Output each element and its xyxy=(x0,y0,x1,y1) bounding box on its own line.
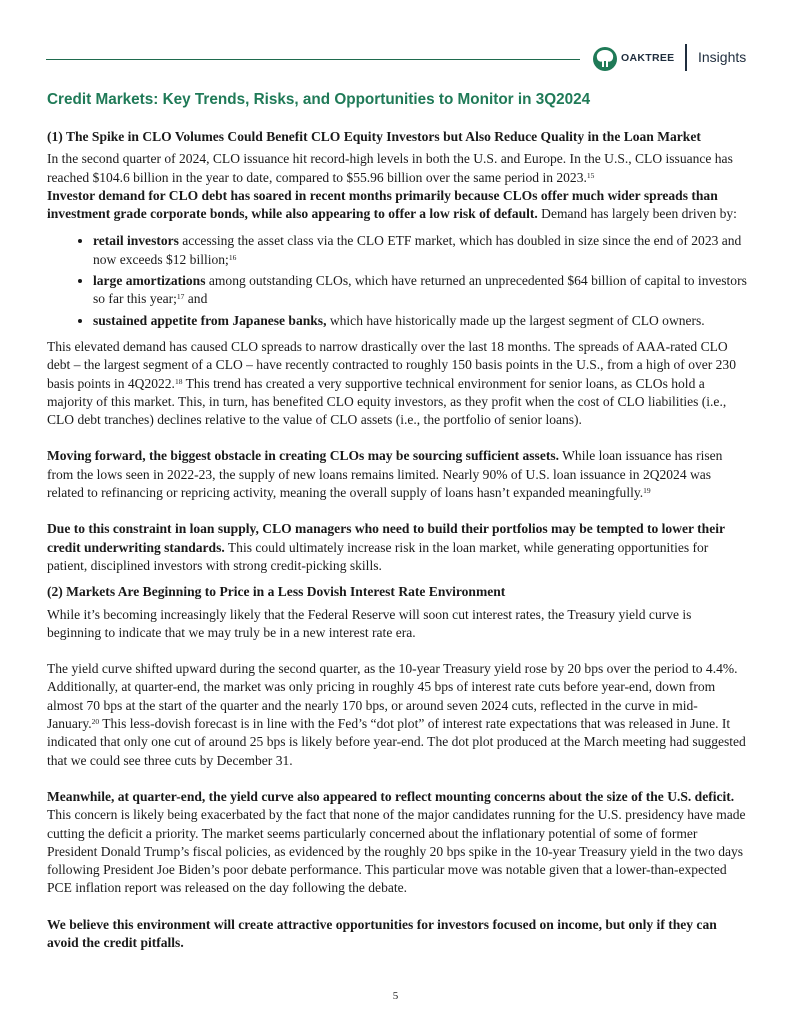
article-body xyxy=(47,128,747,952)
footnote-ref: 17 xyxy=(176,292,185,302)
footnote-ref: 15 xyxy=(586,170,595,180)
list-item: • retail investors accessing the asset class via the CLO ETF market, which has doubled in size since the end of 2023 and now exceeds $12 billion;$^{16}$ xyxy=(93,232,747,269)
header-divider xyxy=(685,44,687,71)
page-number: 5 xyxy=(392,990,399,1002)
list-item: • sustained appetite from Japanese banks, which have historically made up the largest segment of CLO owners. xyxy=(93,312,747,330)
header-rule xyxy=(46,59,580,60)
brand-name: OAKTREE xyxy=(621,52,675,64)
section-2-paragraph-1: While it’s becoming increasingly likely that the Federal Reserve will soon cut interest rates, the Treasury yield curve is beginning to indicate that we may truly be in a new interest rate era. xyxy=(47,606,692,640)
section-1-paragraph-3: Moving forward, the biggest obstacle in creating CLOs may be sourcing sufficient assets. While loan issuance has risen from the lows seen in 2022-23, the supply of new loans remains limited. Nearly 90% of U.S. loan issuance in 2Q2024 was related to refinancing or repricing activity, meaning the overall supply of loans hasn’t expanded meaningfully.$^{19}$ xyxy=(47,448,723,501)
oaktree-logo-icon xyxy=(591,46,619,72)
footnote-ref: 18 xyxy=(174,376,183,386)
section-1-paragraph-2: This elevated demand has caused CLO spreads to narrow drastically over the last 18 months. The spreads of AAA-rated CLO debt – the largest segment of a CLO – have recently contracted to roughly 150 basis points in the U.S., from a high of over 230 basis points in 4Q2022.18 This trend has created a very supportive technical environment for senior loans, as CLOs hold a majority of this market. This, in turn, has benefited CLO equity investors, as they profit when the cost of CLO liabilities (i.e., CLO debt tranches) declines relative to the value of CLO assets (i.e., the portfolio of senior loans). xyxy=(47,338,736,428)
section-1-heading: (1) The Spike in CLO Volumes Could Benefit CLO Equity Investors but Also Reduce Quality in the Loan Market xyxy=(47,129,701,144)
section-2-paragraph-4: We believe this environment will create attractive opportunities for investors focused on income, but only if they can avoid the credit pitfalls. xyxy=(47,916,717,950)
page-title: Credit Markets: Key Trends, Risks, and Opportunities to Monitor in 3Q2024 xyxy=(47,91,591,108)
header-section-label: Insights xyxy=(698,49,747,65)
footnote-ref: 20 xyxy=(91,717,100,727)
section-2-paragraph-2: The yield curve shifted upward during the second quarter, as the 10-year Treasury yield rose by 20 bps over the period to 4.4%. Additionally, at quarter-end, the market was only pricing in roughly 45 bps of interest rate cuts before year-end, down from almost 70 bps at the start of the quarter and the nearly 170 bps, or around seven 2024 cuts, reflected in the curve in mid-January.$^{20}$ This less-dovish forecast is in line with the Fed’s “dot plot” of interest rate expectations that was released in June. It indicated that only one cut of around 25 bps is likely before year-end. The dot plot produced at the March meeting had suggested that we could see three cuts by December 31. xyxy=(47,661,746,768)
section-1-paragraph-4: Due to this constraint in loan supply, CLO managers who need to build their portfolios may be tempted to lower their credit underwriting standards. This could ultimately increase risk in the loan market, while generating opportunities for patient, disciplined investors with strong credit-picking skills. xyxy=(47,521,725,573)
section-2-heading: (2) Markets Are Beginning to Price in a Less Dovish Interest Rate Environment xyxy=(47,584,506,600)
list-item: • large amortizations among outstanding CLOs, which have returned an unprecedented $64 billion of capital to investors so far this year;$^{17}$ and xyxy=(93,272,747,309)
footnote-ref: 16 xyxy=(228,252,237,262)
section-1-paragraph-1: In the second quarter of 2024, CLO issuance hit record-high levels in both the U.S. and Europe. In the U.S., CLO issuance has reached $104.6 billion in the year to date, compared to $55.96 billion over the same period in 2023.15 Investor demand for CLO debt has soared in recent months primarily because CLOs offer much wider spreads than investment grade corporate bonds, while also appearing to offer a low risk of default. Demand has largely been driven by: xyxy=(47,151,737,222)
section-2-paragraph-3: Meanwhile, at quarter-end, the yield curve also appeared to reflect mounting concerns about the size of the U.S. deficit. This concern is likely being exacerbated by the fact that none of the major candidates running for the U.S. presidency have made cutting the deficit a priority. The market seems particularly concerned about the inflationary potential of some of former President Donald Trump’s fiscal policies, as evidenced by the roughly 20 bps spike in the 10-year Treasury yield in the two days following President Joe Biden’s poor debate performance. This particular move was notable given that a lower-than-expected PCE inflation report was released on the day following the debate. xyxy=(47,788,746,896)
footnote-ref: 19 xyxy=(643,486,651,496)
demand-drivers-list xyxy=(47,232,747,329)
